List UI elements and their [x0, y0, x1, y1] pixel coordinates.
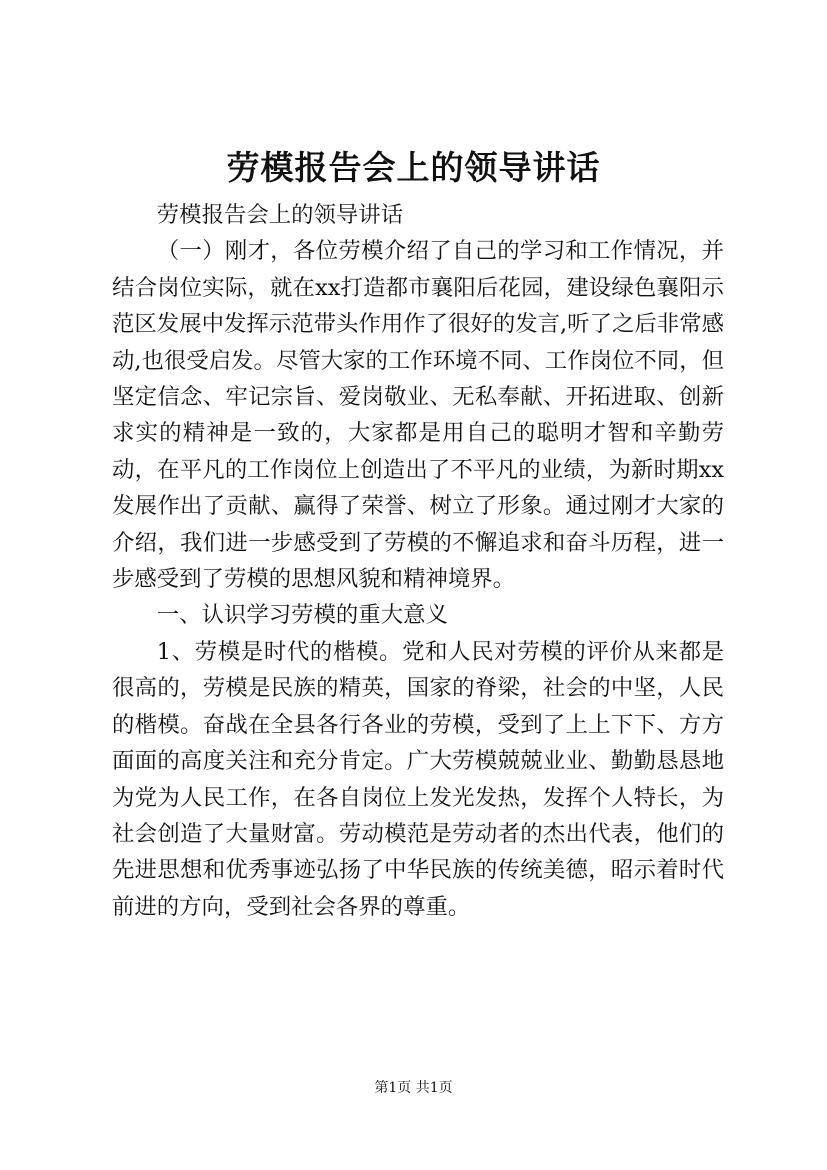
section-heading: 一、认识学习劳模的重大意义: [156, 602, 448, 629]
page-footer: 第1页 共1页: [374, 1080, 453, 1096]
paragraph-point-1: 1、劳模是时代的楷模。党和人民对劳模的评价从来都是很高的，劳模是民族的精英，国家的脊梁，社会的中坚，人民的楷模。奋战在全县各行各业的劳模，受到了上上下下、方方面面的高度关注和充分肯定。广大劳模兢兢业业、勤勤恳恳地为党为人民工作，在各自岗位上发光发热，发挥个人特长，为社会创造了大量财富。劳动模范是劳动者的杰出代表，他们的先进思想和优秀事迹弘扬了中华民族的传统美德，昭示着时代前进的方向，受到社会各界的尊重。: [112, 638, 724, 920]
paragraph-subtitle: 劳模报告会上的领导讲话: [156, 202, 404, 228]
document-body: [112, 197, 724, 925]
document-title: 劳模报告会上的领导讲话: [226, 148, 601, 187]
paragraph-intro: （一）刚才，各位劳模介绍了自己的学习和工作情况，并结合岗位实际，就在xx打造都市襄阳后花园，建设绿色襄阳示范区发展中发挥示范带头作用作了很好的发言,听了之后非常感动,也很受启发。尽管大家的工作环境不同、工作岗位不同，但坚定信念、牢记宗旨、爱岗敬业、无私奉献、开拓进取、创新求实的精神是一致的，大家都是用自己的聪明才智和辛勤劳动，在平凡的工作岗位上创造出了不平凡的业绩，为新时期xx发展作出了贡献、赢得了荣誉、树立了形象。通过刚才大家的介绍，我们进一步感受到了劳模的不懈追求和奋斗历程，进一步感受到了劳模的思想风貌和精神境界。: [112, 238, 724, 593]
